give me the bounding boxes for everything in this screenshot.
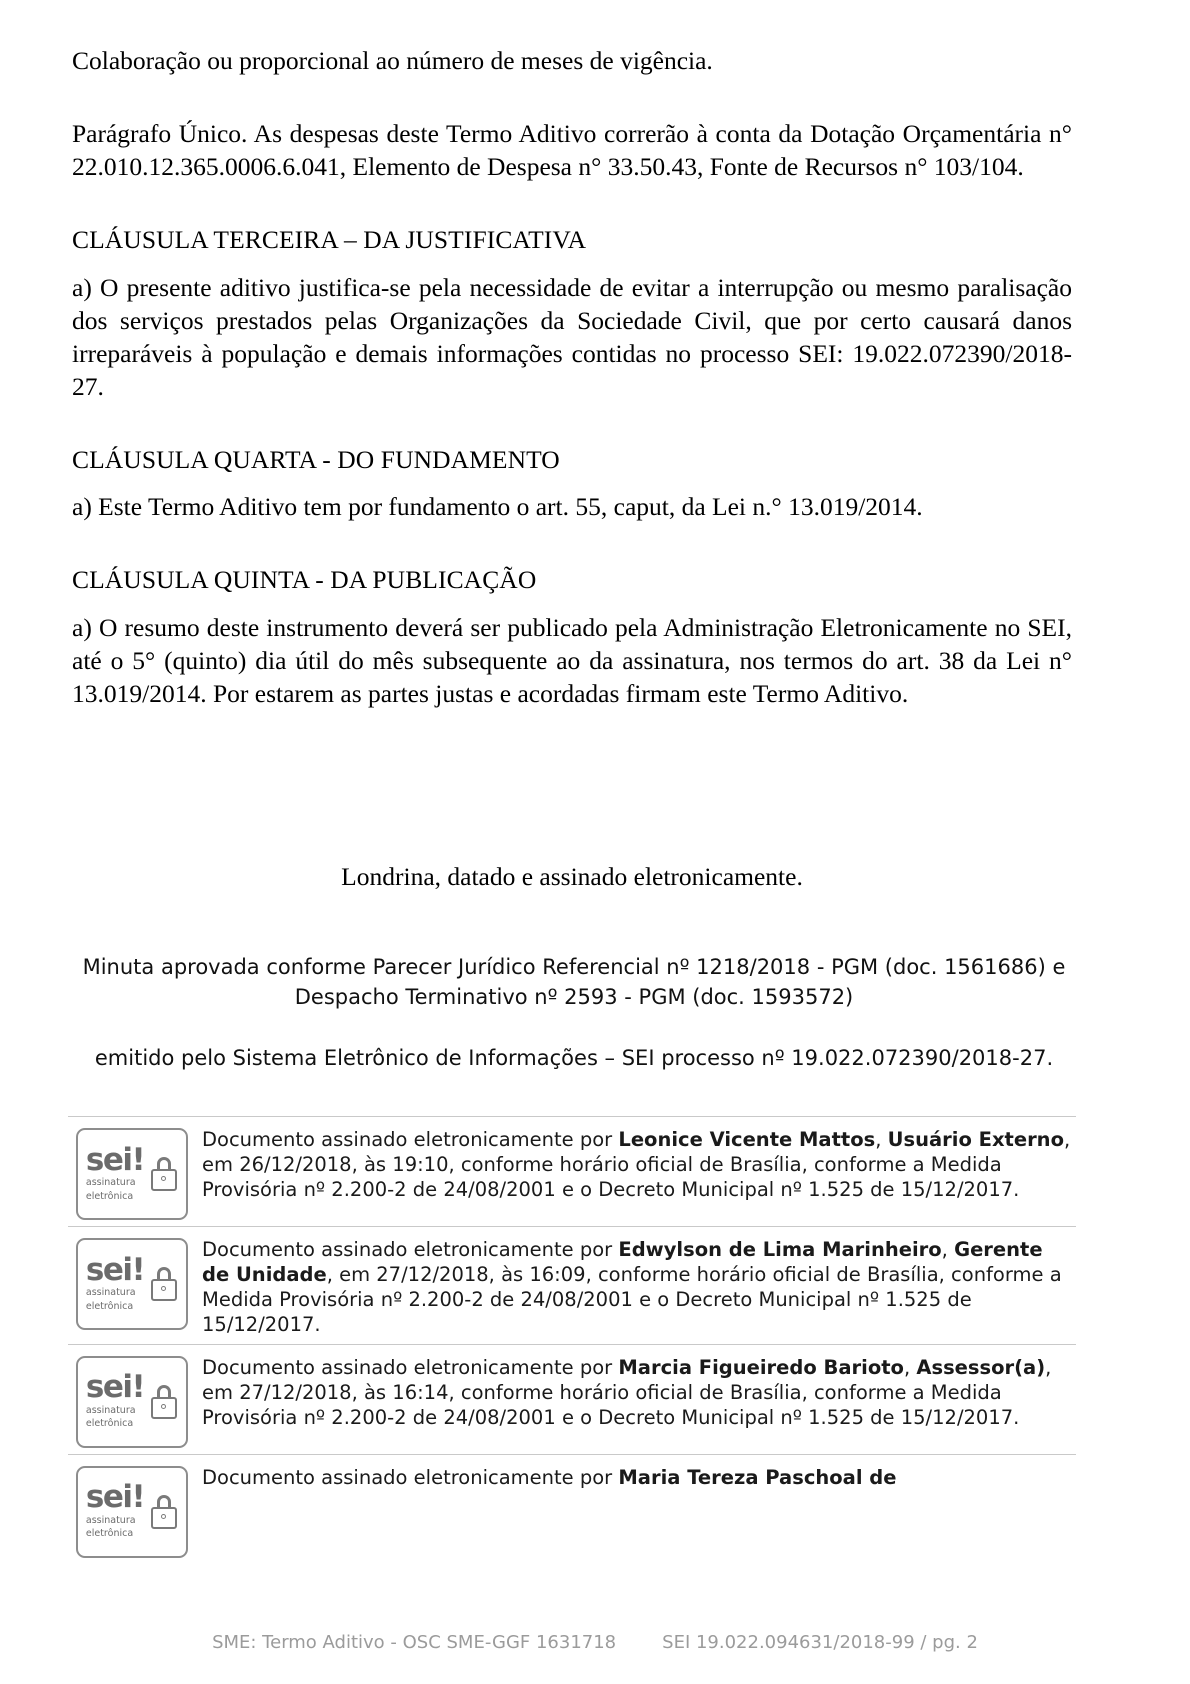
- lock-icon: [150, 1385, 178, 1419]
- footer-process-ref: SEI 19.022.094631/2018-99 / pg. 2: [662, 1632, 978, 1653]
- signature-text: [202, 1235, 1076, 1338]
- page-footer: [0, 1632, 1190, 1653]
- approval-line-3: emitido pelo Sistema Eletrônico de Informações – SEI processo nº 19.022.072390/2018-27.: [94, 1046, 1054, 1070]
- signature-block: [68, 1454, 1076, 1540]
- signature-prefix: Documento assinado eletronicamente por: [202, 1238, 619, 1261]
- paragraph-colaboracao: Colaboração ou proporcional ao número de meses de vigência.: [72, 46, 713, 75]
- clause-third-heading: CLÁUSULA TERCEIRA – DA JUSTIFICATIVA: [72, 225, 587, 255]
- spacer: [72, 597, 1072, 611]
- signature-prefix: Documento assinado eletronicamente por: [202, 1465, 619, 1489]
- signature-rest: , em 27/12/2018, às 16:09, conforme horário oficial de Brasília, conforme a Medida Provisória nº 2.200-2 de 24/08/2001 e o Decreto Municipal nº 1.525 de 15/12/2017.: [202, 1263, 1062, 1337]
- signature-text: [202, 1463, 1076, 1490]
- approval-line-1: Minuta aprovada conforme Parecer Jurídico Referencial nº 1218/2018 - PGM (doc. 1561686) e: [82, 955, 1066, 979]
- spacer: [72, 77, 1072, 117]
- signer-name: Leonice Vicente Mattos: [618, 1128, 876, 1151]
- approval-line-2: Despacho Terminativo nº 2593 - PGM (doc. 1593572): [294, 985, 854, 1010]
- signer-name: Maria Tereza Paschoal de: [618, 1465, 897, 1489]
- clause-fourth-item-a: a) Este Termo Aditivo tem por fundamento o art. 55, caput, da Lei n.° 13.019/2014.: [72, 492, 923, 522]
- clause-third-item-a: a) O presente aditivo justifica-se pela necessidade de evitar a interrupção ou mesmo paralisação dos serviços prestados pelas Organizações da Sociedade Civil, que por certo causará danos irreparáveis à população e demais informações contidas no processo SEI: 19.022.072390/2018-27.: [72, 272, 1072, 401]
- signer-role: Usuário Externo: [887, 1128, 1064, 1151]
- signature-text: [202, 1125, 1076, 1202]
- sei-logo-text: sei!: [85, 1479, 145, 1516]
- sei-logo-text: sei!: [85, 1251, 145, 1288]
- signature-rest: , em 27/12/2018, às 16:14, conforme horário oficial de Brasília, conforme a Medida Provisória nº 2.200-2 de 24/08/2001 e o Decreto Municipal nº 1.525 de 15/12/2017.: [202, 1355, 1052, 1429]
- spacer: [72, 257, 1072, 271]
- lock-icon: [150, 1495, 178, 1529]
- signature-block: [68, 1226, 1076, 1344]
- spacer: [72, 476, 1072, 490]
- sei-signature-stamp: [76, 1356, 188, 1448]
- footer-document-ref: SME: Termo Aditivo - OSC SME-GGF 1631718: [212, 1632, 617, 1653]
- signature-prefix: Documento assinado eletronicamente por: [202, 1128, 619, 1151]
- sei-signature-stamp: [76, 1128, 188, 1220]
- sei-stamp-subline-2: eletrônica: [85, 1300, 134, 1312]
- signature-sep: ,: [875, 1128, 888, 1151]
- paragraph-paragrafo-unico: Parágrafo Único. As despesas deste Termo Aditivo correrão à conta da Dotação Orçamentária n° 22.010.12.365.0006.6.041, Elemento de Despesa n° 33.50.43, Fonte de Recursos n° 103/104.: [72, 119, 1072, 182]
- signature-blocks: [68, 1116, 1076, 1540]
- clause-fourth-heading: CLÁUSULA QUARTA - DO FUNDAMENTO: [72, 445, 560, 475]
- signature-sep: ,: [903, 1355, 917, 1379]
- signature-rest: , em 26/12/2018, às 19:10, conforme horário oficial de Brasília, conforme a Medida Provisória nº 2.200-2 de 24/08/2001 e o Decreto Municipal nº 1.525 de 15/12/2017.: [202, 1128, 1071, 1202]
- signer-name: Marcia Figueiredo Barioto: [618, 1355, 904, 1379]
- document-body: [72, 44, 1072, 893]
- clause-fifth-heading: CLÁUSULA QUINTA - DA PUBLICAÇÃO: [72, 565, 537, 595]
- signer-name: Edwylson de Lima Marinheiro: [618, 1238, 942, 1261]
- sei-signature-stamp: [76, 1466, 188, 1558]
- approval-note-issued: [72, 1043, 1076, 1073]
- signature-block: [68, 1116, 1076, 1226]
- sei-stamp-subline-2: eletrônica: [85, 1190, 134, 1202]
- sei-stamp-subline-2: eletrônica: [85, 1528, 134, 1540]
- spacer: [72, 523, 1072, 563]
- sei-stamp-subline-1: assinatura: [85, 1287, 136, 1299]
- signer-role: Assessor(a): [916, 1355, 1046, 1379]
- sei-stamp-subline-1: assinatura: [85, 1514, 136, 1526]
- signature-prefix: Documento assinado eletronicamente por: [202, 1355, 619, 1379]
- signature-sep: ,: [941, 1238, 955, 1261]
- spacer: [72, 403, 1072, 443]
- lock-icon: [150, 1267, 178, 1301]
- approval-note: [72, 952, 1076, 1013]
- lock-icon: [150, 1157, 178, 1191]
- spacer: [72, 710, 1072, 860]
- signature-text: [202, 1353, 1076, 1430]
- spacer: [72, 183, 1072, 223]
- sei-signature-stamp: [76, 1238, 188, 1330]
- sei-stamp-subline-2: eletrônica: [85, 1418, 134, 1430]
- signature-block: [68, 1344, 1076, 1454]
- signer-role: Gerente de Unidade: [202, 1238, 1043, 1287]
- sei-stamp-subline-1: assinatura: [85, 1177, 136, 1189]
- sei-logo-text: sei!: [85, 1369, 145, 1406]
- place-signature-line: Londrina, datado e assinado eletronicamente.: [341, 861, 803, 891]
- sei-stamp-subline-1: assinatura: [85, 1404, 136, 1416]
- sei-logo-text: sei!: [85, 1141, 145, 1178]
- clause-fifth-item-a: a) O resumo deste instrumento deverá ser publicado pela Administração Eletronicamente no SEI, até o 5° (quinto) dia útil do mês subsequente ao da assinatura, nos termos do art. 38 da Lei n° 13.019/2014. Por estarem as partes justas e acordadas firmam este Termo Aditivo.: [72, 612, 1072, 708]
